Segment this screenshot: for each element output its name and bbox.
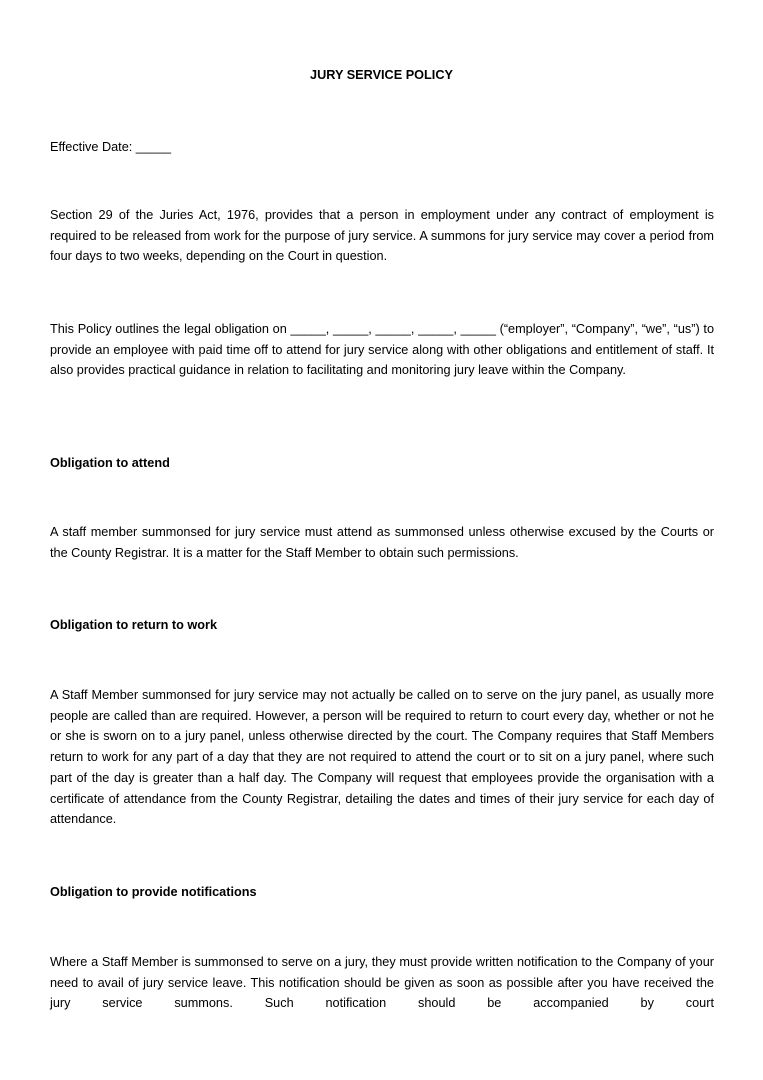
section-heading-return-to-work: Obligation to return to work bbox=[50, 618, 218, 632]
section-body-attend: A staff member summonsed for jury service must attend as summonsed unless otherwise excused by the Courts or the County Registrar. It is a matter for the Staff Member to obtain such permissions. bbox=[50, 525, 714, 560]
document-title: JURY SERVICE POLICY bbox=[310, 68, 453, 82]
section-heading-attend: Obligation to attend bbox=[50, 456, 170, 470]
effective-date: Effective Date: _____ bbox=[50, 140, 172, 154]
paragraph-juries-act: Section 29 of the Juries Act, 1976, provides that a person in employment under any contract of employment is required to be released from work for the purpose of jury service. A summons for jury service may cover a period from four days to two weeks, depending on the Court in question. bbox=[50, 208, 714, 264]
section-body-return-to-work: A Staff Member summonsed for jury service may not actually be called on to serve on the jury panel, as usually more people are called than are required. However, a person will be required to return to court every day, whether or not he or she is sworn on to a jury panel, unless otherwise directed by the court. The Company requires that Staff Members return to work for any part of a day that they are not required to attend the court or to sit on a jury panel, where such part of the day is greater than a half day. The Company will request that employees provide the organisation with a certificate of attendance from the County Registrar, detailing the dates and times of their jury service for each day of attendance. bbox=[50, 688, 714, 827]
section-body-notifications: Where a Staff Member is summonsed to serve on a jury, they must provide written notification to the Company of your need to avail of jury service leave. This notification should be given as soon as possible after you have received the jury service summons. Such notification should be accompanied by court bbox=[50, 955, 714, 1011]
paragraph-policy-outline: This Policy outlines the legal obligation on _____, _____, _____, _____, _____ (“employer”, “Company”, “we”, “us”) to provide an employee with paid time off to attend for jury service along with other obligations and entitlement of staff. It also provides practical guidance in relation to facilitating and monitoring jury leave within the Company. bbox=[50, 322, 714, 378]
section-heading-notifications: Obligation to provide notifications bbox=[50, 885, 257, 899]
